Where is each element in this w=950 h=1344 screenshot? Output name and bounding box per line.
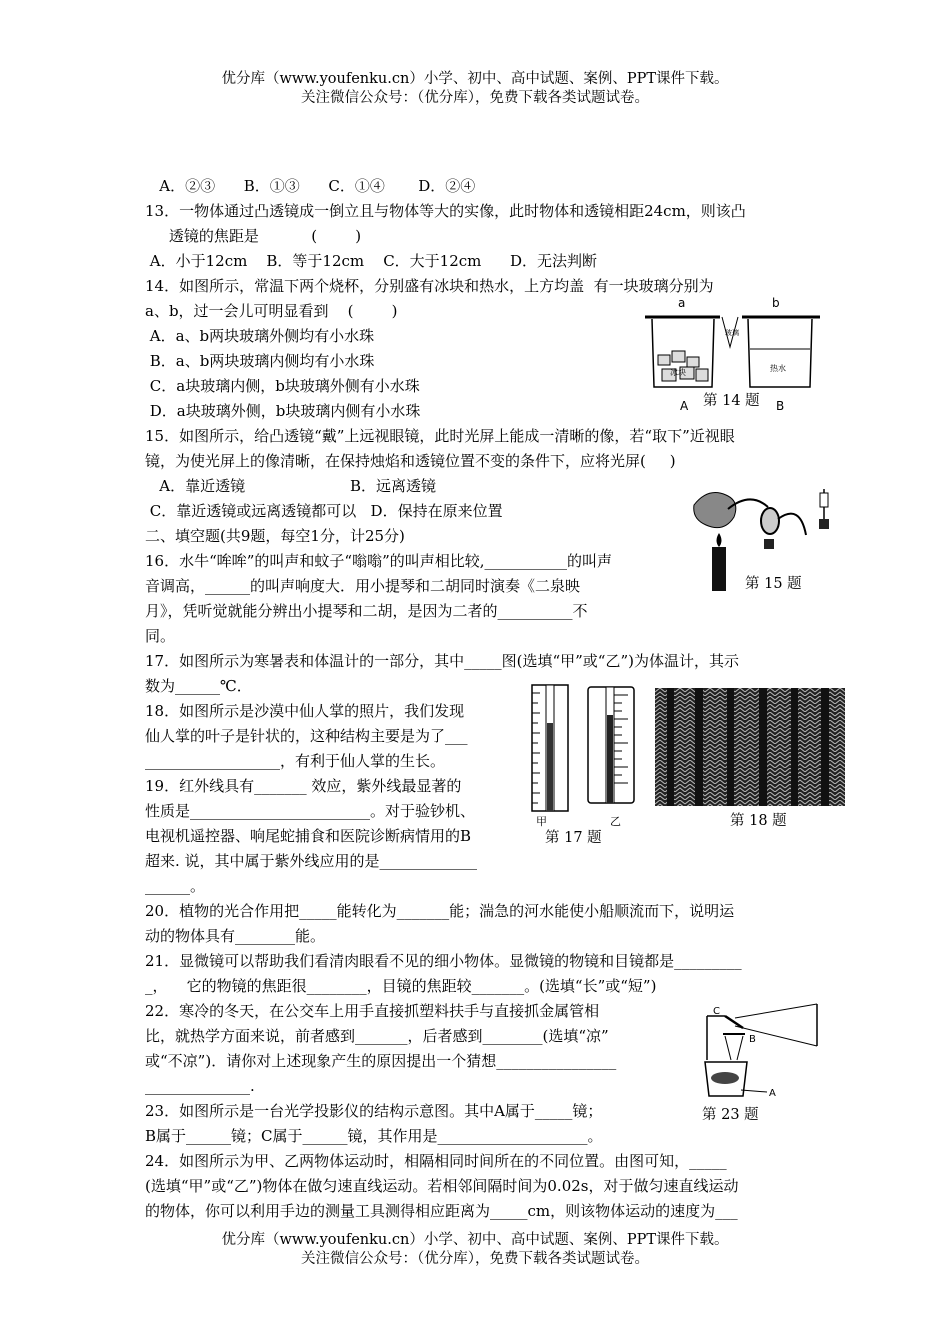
q15-stem-2: 镜，为使光屏上的像清晰，在保持烛焰和透镜位置不变的条件下，应将光屏( ) [145,452,676,470]
q24-line-1: 24．如图所示为甲、乙两物体运动时，相隔相同时间所在的不同位置。由图可知，_____ [145,1152,727,1170]
q16-line-3: 月》，凭听觉就能分辨出小提琴和二胡，是因为二者的__________不 [145,602,588,620]
fig23-label-A: A [769,1088,776,1099]
q14-option-b: B．a、b两块玻璃内侧均有小水珠 [145,352,375,370]
header-line-2: 关注微信公众号：（优分库），免费下载各类试题试卷。 [301,90,649,106]
q13-stem: 13．一物体通过凸透镜成一倒立且与物体等大的实像，此时物体和透镜相距24cm，则该凸 [145,202,746,220]
q15-options-ab: A．靠近透镜 B．远离透镜 [145,477,437,495]
q21-line-2: _， 它的物镜的焦距很________，目镜的焦距较_______。(选填“长”或“短”) [145,977,657,995]
fig14-ice-label: 冰块 [670,368,686,377]
q17-line-1: 17．如图所示为寒暑表和体温计的一部分，其中_____图(选填“甲”或“乙”)为体温计，其示 [145,652,739,670]
figure-18-cactus-photo [655,688,845,806]
q20-line-1: 20．植物的光合作用把_____能转化为_______能；湍急的河水能使小船顺流而下，说明运 [145,902,735,920]
q22-line-2: 比，就热学方面来说，前者感到_______，后者感到________(选填“凉” [145,1027,609,1045]
fig23-label-C: C [713,1006,720,1017]
fig17-label-jia: 甲 [536,815,547,828]
q22-line-1: 22．寒冷的冬天，在公交车上用手直接抓塑料扶手与直接抓金属管相 [145,1002,600,1020]
fig15-caption: 第 15 题 [745,576,802,592]
q19-line-3: 电视机遥控器、响尾蛇捕食和医院诊断病情用的B [145,827,472,845]
q22-line-4: ______________. [145,1077,255,1095]
q18-line-1: 18．如图所示是沙漠中仙人掌的照片，我们发现 [145,702,465,720]
q22-line-3: 或“不凉”)．请你对上述现象产生的原因提出一个猜想________________ [145,1052,617,1070]
q18-line-3: __________________，有利于仙人掌的生长。 [145,752,446,770]
fig23-label-B: B [749,1034,756,1045]
q24-line-3: 的物体，你可以利用手边的测量工具测得相应距离为_____cm，则该物体运动的速度为___ [145,1202,738,1220]
figure-23-projector [695,1000,825,1102]
q14-stem: 14．如图所示，常温下两个烧杯，分别盛有冰块和热水，上方均盖 有一块玻璃分别为 [145,277,714,295]
fig14-caption: 第 14 题 [703,389,760,410]
q12-options: A．②③ B．①③ C．①④ D．②④ [145,177,476,195]
q14-option-d: D．a块玻璃外侧，b块玻璃内侧有小水珠 [145,402,421,420]
q17-line-2: 数为______℃． [145,677,252,695]
fig18-caption: 第 18 题 [730,813,787,829]
q19-line-5: ______。 [145,877,206,895]
section-two-title: 二、填空题(共9题，每空1分，计25分) [145,527,405,545]
q19-line-4: 超来. 说，其中属于紫外线应用的是_____________ [145,852,478,870]
fig14-label-A: A [680,399,689,413]
fig14-label-b: b [772,296,780,310]
footer-line-2: 关注微信公众号：（优分库），免费下载各类试题试卷。 [301,1251,649,1267]
fig14-glass-label: 玻璃 [725,329,739,337]
q16-line-2: 音调高，______的叫声响度大．用小提琴和二胡同时演奏《二泉映 [145,577,581,595]
q21-line-1: 21．显微镜可以帮助我们看清肉眼看不见的细小物体。显微镜的物镜和目镜都是_________ [145,952,742,970]
q14-option-c: C．a块玻璃内侧，b块玻璃外侧有小水珠 [145,377,420,395]
q14-option-a: A．a、b两块玻璃外侧均有小水珠 [145,327,375,345]
fig17-label-yi: 乙 [610,815,621,828]
footer-line-1: 优分库（www.youfenku.cn）小学、初中、高中试题、案例、PPT课件下载。 [221,1232,729,1248]
q19-line-2: 性质是________________________。对于验钞机、 [145,802,476,820]
figure-17-thermometers [528,683,643,828]
fig14-water-label: 热水 [770,364,786,373]
q16-line-1: 16．水牛“哞哞”的叫声和蚊子“嗡嗡”的叫声相比较,___________的叫声 [145,552,613,570]
q15-options-cd: C．靠近透镜或远离透镜都可以 D．保持在原来位置 [145,502,503,520]
fig23-caption: 第 23 题 [702,1107,759,1123]
q15-stem: 15．如图所示，给凸透镜“戴”上远视眼镜，此时光屏上能成一清晰的像，若“取下”近视眼 [145,427,735,445]
fig14-label-B: B [776,399,785,413]
q18-line-2: 仙人掌的叶子是针状的，这种结构主要是为了___ [145,727,468,745]
fig14-label-a: a [678,296,686,310]
q13-stem-2: 透镜的焦距是 ( ) [145,227,362,245]
q23-line-1: 23．如图所示是一台光学投影仪的结构示意图。其中A属于_____镜； [145,1102,603,1120]
header-line-1: 优分库（www.youfenku.cn）小学、初中、高中试题、案例、PPT课件下载。 [221,71,729,87]
q24-line-2: (选填“甲”或“乙”)物体在做匀速直线运动。若相邻间隔时间为0.02s，对于做匀速直线运动 [145,1177,739,1195]
q13-options: A．小于12cm B．等于12cm C．大于12cm D．无法判断 [145,252,598,270]
q16-line-4: 同。 [145,627,176,645]
q14-stem-2: a、b，过一会儿可明显看到 ( ) [145,302,398,320]
fig17-caption: 第 17 题 [545,830,602,846]
q23-line-2: B属于______镜；C属于______镜，其作用是____________________。 [145,1127,603,1145]
q19-line-1: 19．红外线具有_______ 效应，紫外线最显著的 [145,777,462,795]
q20-line-2: 动的物体具有________能。 [145,927,326,945]
